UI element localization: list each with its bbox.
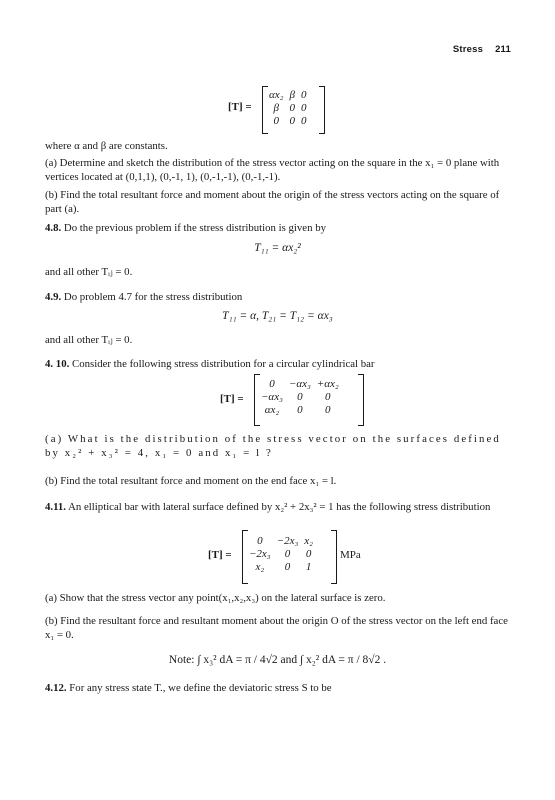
matrix-2-label: [T] =	[220, 393, 244, 405]
matrix-3-body	[246, 534, 316, 573]
m1-cell: 0	[289, 101, 295, 114]
matrix-1-body	[266, 88, 309, 127]
m3-cell: 0	[284, 547, 291, 560]
matrix-2-body	[258, 377, 342, 416]
problem-text: An elliptical bar with lateral surface defined by x₂² + 2x₃² = 1 has the following stress distribution	[66, 501, 491, 513]
m2-cell: −αx₃	[288, 377, 311, 390]
m3-cell: 0	[284, 560, 291, 573]
m1-cell: 0	[300, 88, 307, 101]
m2-cell: 0	[297, 390, 303, 403]
problem-4-8-tail: and all other Tᵢⱼ = 0.	[45, 266, 133, 278]
where-constants: where α and β are constants.	[45, 140, 168, 152]
problem-number: 4.8.	[45, 222, 62, 234]
m3-cell: 0	[257, 534, 263, 547]
part-a-4-11: (a) Show that the stress vector any point(x₁,x₂,x₃) on the lateral surface is zero.	[45, 592, 386, 604]
m3-cell: −2x₃	[249, 547, 271, 560]
m1-cell: αx₂	[269, 88, 284, 101]
problem-number: 4. 10.	[45, 358, 70, 370]
problem-text: For any stress state T., we define the deviatoric stress S to be	[66, 682, 332, 694]
equation-4-9: T₁₁ = α, T₂₁ = T₁₂ = αx₃	[222, 310, 333, 322]
running-head	[453, 44, 511, 55]
matrix-1-label: [T] =	[228, 101, 252, 113]
part-b-4-10: (b) Find the total resultant force and moment on the end face x₁ = l.	[45, 475, 337, 487]
problem-number: 4.9.	[45, 291, 62, 303]
problem-4-10	[45, 357, 515, 371]
page-number: 211	[495, 44, 511, 55]
m1-cell: 0	[300, 114, 307, 127]
m1-cell: 0	[300, 101, 307, 114]
m3-cell: −2x₃	[276, 534, 299, 547]
problem-4-12	[45, 681, 515, 695]
m2-cell: 0	[325, 390, 331, 403]
m3-cell: x₂	[304, 534, 313, 547]
m3-cell: x₂	[255, 560, 265, 573]
problem-text: Do problem 4.7 for the stress distribution	[61, 291, 243, 303]
part-a-4-7: (a) Determine and sketch the distribution of the stress vector acting on the square in the x₁ = 0 plane with vertices located at (0,1,1), (0,-1, 1), (0,-1,-1), (0,-1,-1).	[45, 157, 500, 183]
matrix-3-label: [T] =	[208, 549, 232, 561]
matrix-3-unit: MPa	[340, 549, 361, 561]
part-a-4-10: (a) What is the distribution of the stress vector on the surfaces defined by x₂² + x₃² = 4, x₁ = 0 and x₁ = l ?	[45, 433, 501, 459]
m2-cell: 0	[297, 403, 303, 416]
problem-4-11	[45, 500, 515, 514]
m2-cell: 0	[325, 403, 331, 416]
problem-number: 4.11.	[45, 501, 66, 513]
integral-note: Note: ∫ x₃² dA = π / 4√2 and ∫ x₂² dA = π / 8√2 .	[168, 654, 387, 666]
part-b-4-7: (b) Find the total resultant force and moment about the origin of the stress vectors acting on the square of part (a).	[45, 189, 500, 215]
m2-cell: +αx₂	[316, 377, 339, 390]
m1-cell: 0	[273, 114, 279, 127]
problem-4-9	[45, 290, 515, 304]
problem-4-9-tail: and all other Tᵢⱼ = 0.	[45, 334, 133, 346]
m2-cell: 0	[269, 377, 275, 390]
m2-cell: αx₂	[264, 403, 280, 416]
m1-cell: β	[273, 101, 279, 114]
m2-cell: −αx₃	[261, 390, 283, 403]
equation-4-8: T₁₁ = αx₂²	[254, 242, 301, 254]
running-head-title: Stress	[452, 44, 484, 55]
problem-number: 4.12.	[45, 682, 67, 694]
m1-cell: 0	[289, 114, 295, 127]
problem-4-8	[45, 221, 515, 235]
problem-text: Do the previous problem if the stress distribution is given by	[61, 222, 326, 234]
part-b-4-11: (b) Find the resultant force and resultant moment about the origin O of the stress vector on the left end face x₁ = 0.	[45, 615, 508, 641]
problem-text: Consider the following stress distribution for a circular cylindrical bar	[69, 358, 375, 370]
m3-cell: 1	[305, 560, 312, 573]
m3-cell: 0	[305, 547, 312, 560]
m1-cell: β	[289, 88, 295, 101]
